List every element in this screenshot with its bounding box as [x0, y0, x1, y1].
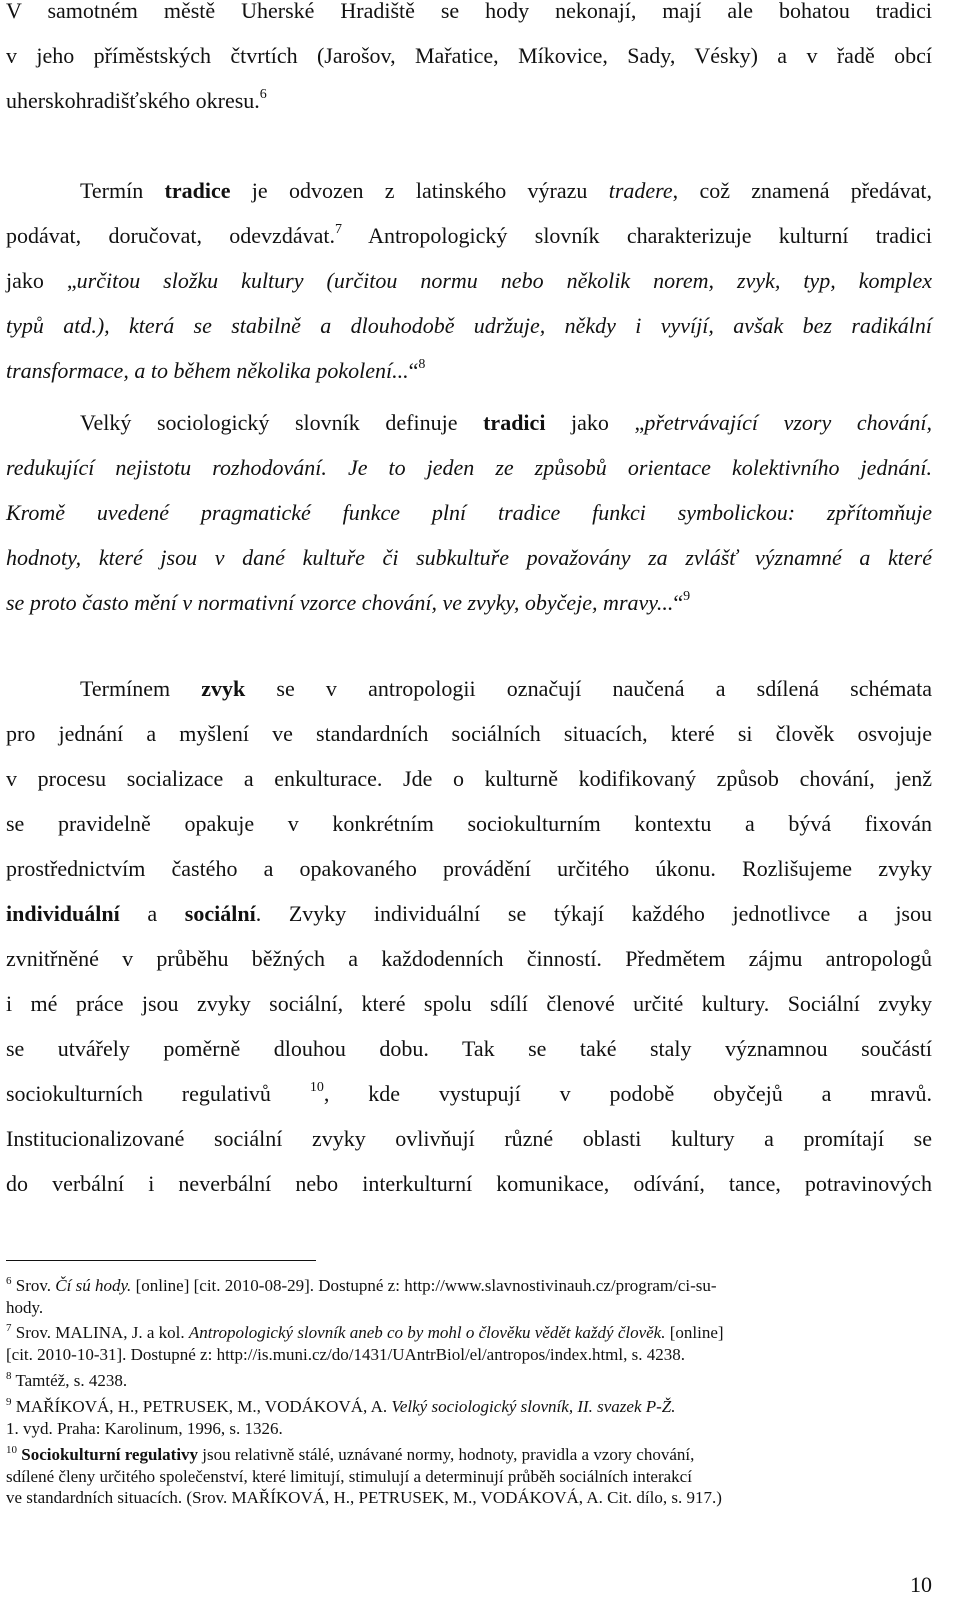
- text-span: jako „: [545, 410, 645, 435]
- text-line: [6, 490, 932, 535]
- text-line: v procesu socializace a enkulturace. Jde o kulturně kodifikovaný způsob chování, jenž: [6, 766, 932, 791]
- footnote-line: ve standardních situacích. (Srov. MAŘÍKOVÁ, H., PETRUSEK, M., VODÁKOVÁ, A. Cit. dílo, s. 917.): [6, 1488, 722, 1507]
- quote-text: Kromě uvedené pragmatické funkce plní tradice funkci symbolickou: zpřítomňuje: [6, 500, 932, 525]
- text-span: a: [119, 901, 185, 926]
- footnote-number: 6: [6, 1275, 12, 1287]
- text-line: [6, 258, 932, 303]
- text-span: sociokulturních regulativů: [6, 1081, 310, 1106]
- footnote-ref: 10: [309, 1080, 324, 1095]
- text-span: Srov. MALINA, J. a kol.: [11, 1323, 189, 1342]
- text-span: je odvozen z latinského výrazu: [230, 178, 609, 203]
- paragraph-tradice: [6, 168, 932, 393]
- footnote-ref: 7: [334, 222, 342, 237]
- paragraph-zvyk: [6, 666, 932, 1206]
- italic-title: Antropologický slovník aneb co by mohl o člověku vědět každý člověk.: [188, 1323, 666, 1342]
- footnote-line: [6, 1370, 936, 1392]
- text-span: uherskohradišťského okresu.: [6, 88, 260, 113]
- text-line: se pravidelně opakuje v konkrétním sociokulturním kontextu a bývá fixován: [6, 811, 932, 836]
- footnote-number: 10: [6, 1444, 17, 1456]
- footnote-line: [6, 1444, 936, 1466]
- footnote-9: [6, 1396, 936, 1439]
- text-span: Tamtéž, s. 4238.: [11, 1371, 128, 1390]
- quote-text: se proto často mění v normativní vzorce chování, ve zvyky, obyčeje, mravy...: [6, 590, 674, 615]
- text-span: MAŘÍKOVÁ, H., PETRUSEK, M., VODÁKOVÁ, A.: [11, 1397, 392, 1416]
- footnote-number: 7: [6, 1322, 12, 1334]
- text-span: [online]: [665, 1323, 724, 1342]
- text-line: [6, 213, 932, 258]
- footnote-line: [cit. 2010-10-31]. Dostupné z: http://is.muni.cz/do/1431/UAntrBiol/el/antropos/index.html, s. 4238.: [6, 1344, 685, 1364]
- footnote-line: 1. vyd. Praha: Karolinum, 1996, s. 1326.: [6, 1418, 283, 1438]
- text-line: v jeho příměstských čtvrtích (Jarošov, Mařatice, Míkovice, Sady, Vésky) a v řadě obcí: [6, 43, 932, 68]
- bold-term: sociální: [184, 901, 256, 926]
- quote-text: typů atd.), která se stabilně a dlouhodobě udržuje, někdy i vyvíjí, avšak bez radikální: [6, 313, 932, 338]
- text-line: pro jednání a myšlení ve standardních sociálních situacích, které si člověk osvojuje: [6, 721, 932, 746]
- bold-term: Sociokulturní regulativy: [21, 1445, 199, 1464]
- bold-term: tradici: [483, 410, 546, 435]
- text-span: , což znamená předávat,: [672, 178, 932, 203]
- quote-text: určitou složku kultury (určitou normu nebo několik norem, zvyk, typ, komplex: [76, 268, 932, 293]
- footnote-line: [6, 1322, 936, 1344]
- italic-title: Čí sú hody.: [55, 1276, 132, 1295]
- footnote-10: [6, 1444, 936, 1509]
- footnote-line: sdílené členy určitého společenství, které limitují, stimulují a determinují průběh sociálních interakcí: [6, 1466, 692, 1486]
- page-number: 10: [910, 1572, 932, 1597]
- text-line: [6, 891, 932, 936]
- text-span: jako „: [6, 268, 77, 293]
- text-line: [6, 535, 932, 580]
- text-span: “: [408, 358, 419, 383]
- italic-title: Velký sociologický slovník, II. svazek P-Ž.: [391, 1397, 676, 1416]
- footnote-number: 8: [6, 1370, 12, 1382]
- text-span: “: [673, 590, 684, 615]
- quote-text: hodnoty, které jsou v dané kultuře či subkultuře považovány za zvlášť významné a které: [6, 545, 932, 570]
- italic-term: tradere: [608, 178, 673, 203]
- bold-term: individuální: [6, 901, 120, 926]
- paragraph-hody: [6, 0, 932, 123]
- text-span: podávat, doručovat, odevzdávat.: [6, 223, 335, 248]
- footnote-line: [6, 1396, 936, 1418]
- text-line: se utvářely poměrně dlouhou dobu. Tak se také staly významnou součástí: [6, 1036, 932, 1061]
- text-line: prostřednictvím častého a opakovaného provádění určitého úkonu. Rozlišujeme zvyky: [6, 856, 932, 881]
- footnote-6: [6, 1275, 936, 1318]
- text-span: [online] [cit. 2010-08-29]. Dostupné z: http://www.slavnostivinauh.cz/program/ci-su-: [131, 1276, 717, 1295]
- text-line: zvnitřněné v průběhu běžných a každodenních činností. Předmětem zájmu antropologů: [6, 946, 932, 971]
- footnote-ref: 8: [418, 357, 426, 372]
- text-line: do verbální i neverbální nebo interkulturní komunikace, odívání, tance, potravinových: [6, 1171, 932, 1196]
- text-line: [6, 580, 932, 625]
- text-line: [6, 348, 932, 393]
- text-line: [6, 445, 932, 490]
- text-line: [6, 666, 932, 711]
- quote-text: redukující nejistotu rozhodování. Je to jeden ze způsobů orientace kolektivního jednání.: [6, 455, 932, 480]
- text-line: i mé práce jsou zvyky sociální, které spolu sdílí členové určité kultury. Sociální zvyky: [6, 991, 932, 1016]
- bold-term: tradice: [164, 178, 231, 203]
- text-line: V samotném městě Uherské Hradiště se hody nekonají, mají ale bohatou tradici: [6, 0, 932, 23]
- text-span: Termínem: [80, 676, 202, 701]
- quote-text: přetrvávající vzory chování,: [644, 410, 932, 435]
- footnote-number: 9: [6, 1396, 12, 1408]
- text-span: Srov.: [11, 1276, 56, 1295]
- text-line: [6, 400, 932, 445]
- footnote-7: [6, 1322, 936, 1365]
- footnote-ref: 6: [259, 87, 267, 102]
- text-span: Velký sociologický slovník definuje: [80, 410, 484, 435]
- footnote-line: hody.: [6, 1297, 44, 1317]
- text-span: , kde vystupují v podobě obyčejů a mravů.: [323, 1081, 932, 1106]
- footnote-line: [6, 1275, 936, 1297]
- text-line: [6, 1071, 932, 1116]
- text-span: . Zvyky individuální se týkají každého jednotlivce a jsou: [255, 901, 932, 926]
- text-line: Institucionalizované sociální zvyky ovlivňují různé oblasti kultury a promítají se: [6, 1126, 932, 1151]
- text-line: [6, 78, 932, 123]
- paragraph-sociologicky-slovnik: [6, 400, 932, 625]
- footnote-ref: 9: [683, 589, 691, 604]
- quote-text: transformace, a to během několika pokolení...: [6, 358, 409, 383]
- text-line: [6, 168, 932, 213]
- footnote-separator: [6, 1260, 316, 1261]
- text-span: Termín: [80, 178, 165, 203]
- text-span: Antropologický slovník charakterizuje kulturní tradici: [341, 223, 932, 248]
- text-line: [6, 303, 932, 348]
- bold-term: zvyk: [201, 676, 246, 701]
- text-span: se v antropologii označují naučená a sdílená schémata: [245, 676, 932, 701]
- footnote-8: [6, 1370, 936, 1392]
- text-span: jsou relativně stálé, uznávané normy, hodnoty, pravidla a vzory chování,: [198, 1445, 695, 1464]
